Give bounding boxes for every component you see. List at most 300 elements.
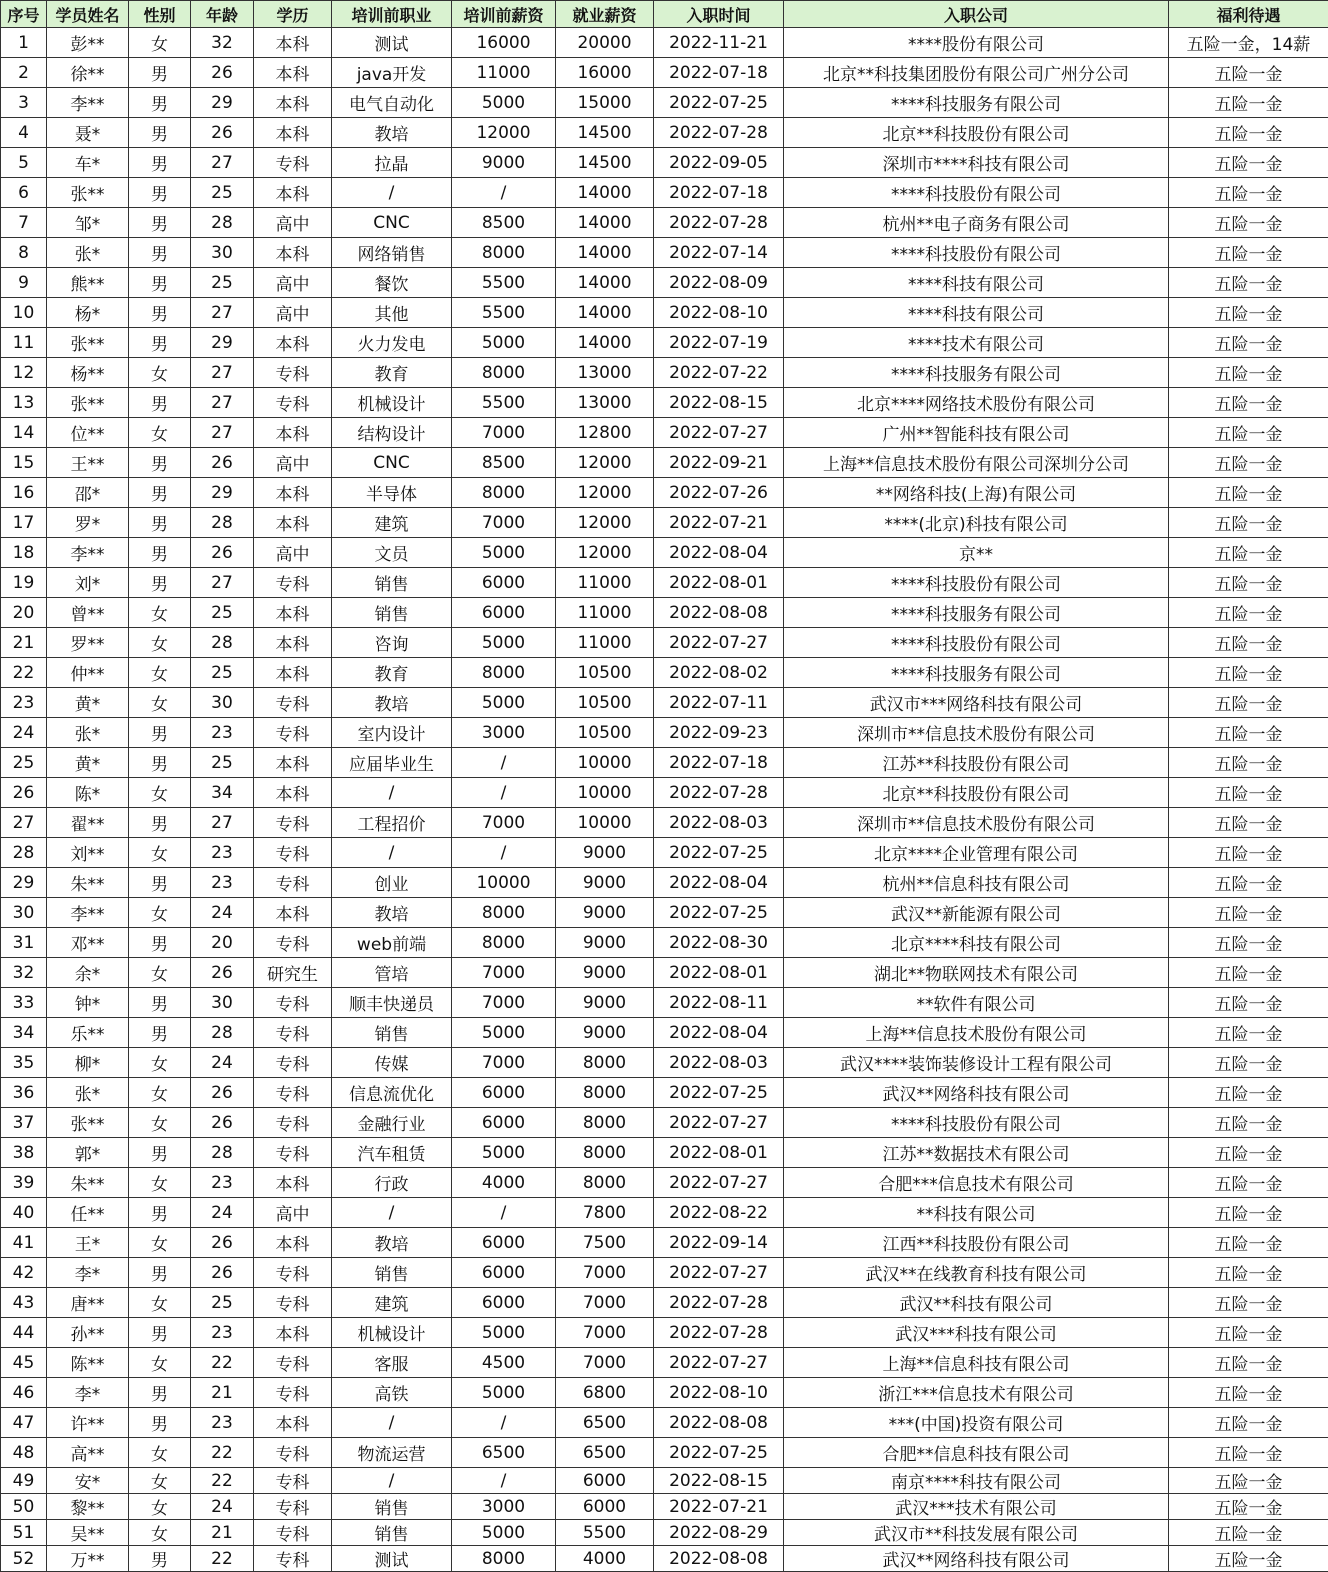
table-row (1, 538, 1328, 568)
cell-start-date: 2022-08-09 (654, 268, 784, 298)
cell-prev-job: / (332, 178, 452, 208)
cell-benefits: 五险一金 (1169, 538, 1328, 568)
cell-education: 专科 (254, 1438, 332, 1468)
cell-index: 49 (1, 1468, 47, 1494)
cell-prev-job: 室内设计 (332, 718, 452, 748)
cell-name: 任** (47, 1198, 129, 1228)
cell-new-salary: 10500 (556, 688, 654, 718)
cell-age: 28 (191, 508, 254, 538)
cell-prev-job: 管培 (332, 958, 452, 988)
col-header-index: 序号 (1, 1, 47, 28)
cell-education: 高中 (254, 538, 332, 568)
cell-index: 41 (1, 1228, 47, 1258)
table-row (1, 1228, 1328, 1258)
cell-new-salary: 8000 (556, 1168, 654, 1198)
cell-new-salary: 7000 (556, 1348, 654, 1378)
cell-benefits: 五险一金 (1169, 178, 1328, 208)
cell-company: 南京****科技有限公司 (784, 1468, 1169, 1494)
cell-start-date: 2022-07-22 (654, 358, 784, 388)
cell-name: 万** (47, 1546, 129, 1572)
cell-start-date: 2022-07-27 (654, 1348, 784, 1378)
cell-start-date: 2022-08-08 (654, 1408, 784, 1438)
cell-company: ****科技股份有限公司 (784, 628, 1169, 658)
cell-name: 陈** (47, 1348, 129, 1378)
cell-company: 上海**信息科技有限公司 (784, 1348, 1169, 1378)
table-row (1, 208, 1328, 238)
cell-education: 专科 (254, 838, 332, 868)
cell-gender: 女 (129, 1228, 191, 1258)
table-row (1, 148, 1328, 178)
cell-education: 专科 (254, 1258, 332, 1288)
cell-start-date: 2022-07-18 (654, 178, 784, 208)
cell-start-date: 2022-07-11 (654, 688, 784, 718)
cell-new-salary: 14000 (556, 208, 654, 238)
cell-company: ****技术有限公司 (784, 328, 1169, 358)
cell-gender: 女 (129, 358, 191, 388)
cell-benefits: 五险一金 (1169, 748, 1328, 778)
cell-education: 专科 (254, 1348, 332, 1378)
cell-benefits: 五险一金 (1169, 238, 1328, 268)
cell-prev-job: 建筑 (332, 1288, 452, 1318)
cell-gender: 男 (129, 388, 191, 418)
cell-gender: 女 (129, 838, 191, 868)
cell-start-date: 2022-08-29 (654, 1520, 784, 1546)
cell-age: 27 (191, 568, 254, 598)
cell-prev-job: 销售 (332, 1258, 452, 1288)
cell-new-salary: 12000 (556, 448, 654, 478)
cell-benefits: 五险一金 (1169, 718, 1328, 748)
cell-age: 26 (191, 538, 254, 568)
cell-age: 23 (191, 718, 254, 748)
cell-education: 本科 (254, 88, 332, 118)
cell-age: 21 (191, 1520, 254, 1546)
cell-index: 3 (1, 88, 47, 118)
cell-new-salary: 12000 (556, 508, 654, 538)
cell-benefits: 五险一金 (1169, 928, 1328, 958)
cell-prev-salary: 8000 (452, 1546, 556, 1572)
cell-company: ****科技有限公司 (784, 298, 1169, 328)
cell-start-date: 2022-07-27 (654, 628, 784, 658)
cell-education: 本科 (254, 628, 332, 658)
cell-start-date: 2022-09-14 (654, 1228, 784, 1258)
cell-prev-job: 教育 (332, 658, 452, 688)
cell-prev-salary: 5000 (452, 1138, 556, 1168)
cell-prev-job: CNC (332, 208, 452, 238)
cell-gender: 女 (129, 1288, 191, 1318)
cell-new-salary: 7000 (556, 1258, 654, 1288)
cell-start-date: 2022-08-08 (654, 598, 784, 628)
cell-benefits: 五险一金 (1169, 1494, 1328, 1520)
table-row (1, 1018, 1328, 1048)
table-body (1, 28, 1328, 1572)
cell-company: **软件有限公司 (784, 988, 1169, 1018)
cell-index: 43 (1, 1288, 47, 1318)
cell-prev-job: 应届毕业生 (332, 748, 452, 778)
table-row (1, 1438, 1328, 1468)
cell-start-date: 2022-08-04 (654, 1018, 784, 1048)
cell-company: 江苏**数据技术有限公司 (784, 1138, 1169, 1168)
cell-gender: 女 (129, 1048, 191, 1078)
cell-index: 50 (1, 1494, 47, 1520)
cell-prev-salary: 6000 (452, 1288, 556, 1318)
cell-prev-job: / (332, 778, 452, 808)
cell-start-date: 2022-07-19 (654, 328, 784, 358)
cell-index: 10 (1, 298, 47, 328)
cell-index: 19 (1, 568, 47, 598)
cell-benefits: 五险一金 (1169, 1468, 1328, 1494)
cell-name: 郭* (47, 1138, 129, 1168)
cell-start-date: 2022-07-21 (654, 508, 784, 538)
cell-index: 44 (1, 1318, 47, 1348)
table-row (1, 118, 1328, 148)
cell-benefits: 五险一金 (1169, 868, 1328, 898)
cell-prev-salary: 4500 (452, 1348, 556, 1378)
cell-education: 本科 (254, 898, 332, 928)
cell-gender: 女 (129, 1168, 191, 1198)
table-row (1, 1168, 1328, 1198)
cell-start-date: 2022-07-25 (654, 1078, 784, 1108)
cell-name: 张** (47, 388, 129, 418)
cell-start-date: 2022-07-27 (654, 1168, 784, 1198)
col-header-company: 入职公司 (784, 1, 1169, 28)
cell-benefits: 五险一金 (1169, 1078, 1328, 1108)
cell-prev-salary: 5000 (452, 1520, 556, 1546)
cell-age: 24 (191, 1198, 254, 1228)
cell-index: 47 (1, 1408, 47, 1438)
table-row (1, 58, 1328, 88)
table-row (1, 1378, 1328, 1408)
cell-education: 专科 (254, 1288, 332, 1318)
cell-new-salary: 9000 (556, 1018, 654, 1048)
cell-prev-salary: 7000 (452, 808, 556, 838)
cell-index: 7 (1, 208, 47, 238)
cell-index: 29 (1, 868, 47, 898)
cell-name: 张* (47, 718, 129, 748)
cell-benefits: 五险一金 (1169, 448, 1328, 478)
cell-company: ****科技股份有限公司 (784, 238, 1169, 268)
cell-name: 黎** (47, 1494, 129, 1520)
table-row (1, 808, 1328, 838)
cell-start-date: 2022-09-05 (654, 148, 784, 178)
cell-name: 邓** (47, 928, 129, 958)
cell-start-date: 2022-08-10 (654, 1378, 784, 1408)
cell-company: 北京****网络技术股份有限公司 (784, 388, 1169, 418)
cell-education: 专科 (254, 1520, 332, 1546)
cell-start-date: 2022-07-28 (654, 208, 784, 238)
cell-gender: 女 (129, 28, 191, 58)
cell-company: ****科技服务有限公司 (784, 88, 1169, 118)
cell-prev-salary: 7000 (452, 418, 556, 448)
cell-education: 本科 (254, 1168, 332, 1198)
cell-benefits: 五险一金 (1169, 478, 1328, 508)
cell-new-salary: 14500 (556, 148, 654, 178)
cell-gender: 男 (129, 448, 191, 478)
cell-benefits: 五险一金 (1169, 1138, 1328, 1168)
cell-education: 高中 (254, 268, 332, 298)
table-row (1, 628, 1328, 658)
cell-name: 车* (47, 148, 129, 178)
table-row (1, 928, 1328, 958)
cell-education: 本科 (254, 238, 332, 268)
cell-benefits: 五险一金 (1169, 1408, 1328, 1438)
cell-company: ****股份有限公司 (784, 28, 1169, 58)
cell-education: 专科 (254, 868, 332, 898)
cell-company: ****科技服务有限公司 (784, 598, 1169, 628)
cell-age: 29 (191, 478, 254, 508)
cell-education: 本科 (254, 58, 332, 88)
cell-benefits: 五险一金 (1169, 1520, 1328, 1546)
cell-new-salary: 12800 (556, 418, 654, 448)
cell-gender: 男 (129, 748, 191, 778)
cell-education: 专科 (254, 1468, 332, 1494)
table-row (1, 1258, 1328, 1288)
cell-benefits: 五险一金 (1169, 1258, 1328, 1288)
table-row (1, 1494, 1328, 1520)
cell-company: 北京**科技股份有限公司 (784, 118, 1169, 148)
cell-start-date: 2022-11-21 (654, 28, 784, 58)
col-header-gender: 性别 (129, 1, 191, 28)
col-header-benefits: 福利待遇 (1169, 1, 1328, 28)
cell-prev-job: 文员 (332, 538, 452, 568)
cell-education: 专科 (254, 1378, 332, 1408)
cell-education: 高中 (254, 208, 332, 238)
cell-education: 本科 (254, 118, 332, 148)
cell-age: 25 (191, 748, 254, 778)
cell-prev-salary: 5500 (452, 298, 556, 328)
cell-start-date: 2022-08-22 (654, 1198, 784, 1228)
cell-prev-job: 拉晶 (332, 148, 452, 178)
cell-education: 本科 (254, 1318, 332, 1348)
cell-education: 专科 (254, 148, 332, 178)
cell-start-date: 2022-08-01 (654, 958, 784, 988)
cell-gender: 男 (129, 808, 191, 838)
cell-index: 45 (1, 1348, 47, 1378)
cell-new-salary: 14000 (556, 238, 654, 268)
cell-education: 专科 (254, 688, 332, 718)
cell-company: 京** (784, 538, 1169, 568)
cell-new-salary: 7000 (556, 1288, 654, 1318)
cell-age: 20 (191, 928, 254, 958)
cell-index: 14 (1, 418, 47, 448)
cell-new-salary: 11000 (556, 598, 654, 628)
cell-prev-job: 教培 (332, 118, 452, 148)
cell-age: 26 (191, 1228, 254, 1258)
cell-education: 高中 (254, 448, 332, 478)
table-row (1, 688, 1328, 718)
cell-new-salary: 6000 (556, 1468, 654, 1494)
cell-benefits: 五险一金 (1169, 658, 1328, 688)
cell-index: 16 (1, 478, 47, 508)
cell-gender: 女 (129, 898, 191, 928)
cell-new-salary: 9000 (556, 988, 654, 1018)
cell-company: **科技有限公司 (784, 1198, 1169, 1228)
cell-age: 26 (191, 118, 254, 148)
cell-gender: 女 (129, 598, 191, 628)
cell-benefits: 五险一金 (1169, 208, 1328, 238)
cell-new-salary: 10500 (556, 718, 654, 748)
cell-gender: 女 (129, 958, 191, 988)
cell-age: 23 (191, 1318, 254, 1348)
cell-benefits: 五险一金 (1169, 808, 1328, 838)
cell-start-date: 2022-07-21 (654, 1494, 784, 1520)
cell-gender: 男 (129, 1378, 191, 1408)
cell-start-date: 2022-07-14 (654, 238, 784, 268)
cell-prev-job: 教培 (332, 898, 452, 928)
table-row (1, 1468, 1328, 1494)
cell-index: 4 (1, 118, 47, 148)
cell-age: 27 (191, 298, 254, 328)
cell-age: 26 (191, 958, 254, 988)
cell-index: 21 (1, 628, 47, 658)
cell-prev-salary: / (452, 1468, 556, 1494)
cell-prev-job: 半导体 (332, 478, 452, 508)
cell-index: 34 (1, 1018, 47, 1048)
cell-gender: 女 (129, 1348, 191, 1378)
cell-education: 专科 (254, 1494, 332, 1520)
cell-name: 李* (47, 1378, 129, 1408)
cell-benefits: 五险一金 (1169, 1348, 1328, 1378)
col-header-prev-job: 培训前职业 (332, 1, 452, 28)
cell-company: 广州**智能科技有限公司 (784, 418, 1169, 448)
cell-benefits: 五险一金 (1169, 1378, 1328, 1408)
cell-education: 本科 (254, 778, 332, 808)
cell-index: 37 (1, 1108, 47, 1138)
cell-benefits: 五险一金 (1169, 328, 1328, 358)
cell-gender: 男 (129, 1318, 191, 1348)
cell-education: 本科 (254, 598, 332, 628)
cell-company: ****科技服务有限公司 (784, 358, 1169, 388)
cell-company: ****科技有限公司 (784, 268, 1169, 298)
cell-start-date: 2022-08-01 (654, 1138, 784, 1168)
cell-new-salary: 14000 (556, 178, 654, 208)
cell-new-salary: 11000 (556, 568, 654, 598)
cell-company: 杭州**电子商务有限公司 (784, 208, 1169, 238)
cell-company: 北京**科技股份有限公司 (784, 778, 1169, 808)
cell-education: 专科 (254, 358, 332, 388)
table-row (1, 1288, 1328, 1318)
col-header-start-date: 入职时间 (654, 1, 784, 28)
cell-company: 浙江***信息技术有限公司 (784, 1378, 1169, 1408)
table-row (1, 238, 1328, 268)
cell-age: 23 (191, 1168, 254, 1198)
cell-prev-job: / (332, 1468, 452, 1494)
cell-benefits: 五险一金 (1169, 418, 1328, 448)
cell-prev-salary: 8000 (452, 898, 556, 928)
cell-start-date: 2022-07-27 (654, 418, 784, 448)
cell-start-date: 2022-08-04 (654, 538, 784, 568)
cell-new-salary: 10500 (556, 658, 654, 688)
cell-benefits: 五险一金 (1169, 1228, 1328, 1258)
cell-name: 邹* (47, 208, 129, 238)
cell-gender: 女 (129, 658, 191, 688)
cell-gender: 女 (129, 1494, 191, 1520)
col-header-name: 学员姓名 (47, 1, 129, 28)
cell-name: 李** (47, 898, 129, 928)
cell-new-salary: 9000 (556, 898, 654, 928)
table-row (1, 838, 1328, 868)
cell-index: 42 (1, 1258, 47, 1288)
cell-index: 52 (1, 1546, 47, 1572)
cell-company: **网络科技(上海)有限公司 (784, 478, 1169, 508)
cell-company: ****科技股份有限公司 (784, 568, 1169, 598)
cell-company: ****科技服务有限公司 (784, 658, 1169, 688)
cell-prev-salary: / (452, 838, 556, 868)
cell-company: 武汉**网络科技有限公司 (784, 1546, 1169, 1572)
cell-age: 30 (191, 238, 254, 268)
cell-new-salary: 7000 (556, 1318, 654, 1348)
cell-education: 本科 (254, 508, 332, 538)
cell-age: 27 (191, 418, 254, 448)
cell-index: 12 (1, 358, 47, 388)
cell-prev-salary: / (452, 1198, 556, 1228)
cell-start-date: 2022-07-18 (654, 748, 784, 778)
cell-company: 合肥***信息技术有限公司 (784, 1168, 1169, 1198)
cell-prev-job: 教育 (332, 358, 452, 388)
table-row (1, 358, 1328, 388)
cell-prev-job: 创业 (332, 868, 452, 898)
cell-gender: 女 (129, 688, 191, 718)
cell-benefits: 五险一金 (1169, 598, 1328, 628)
cell-name: 杨* (47, 298, 129, 328)
table-row (1, 568, 1328, 598)
cell-prev-job: 教培 (332, 688, 452, 718)
cell-new-salary: 14000 (556, 298, 654, 328)
cell-new-salary: 4000 (556, 1546, 654, 1572)
cell-start-date: 2022-07-25 (654, 898, 784, 928)
cell-gender: 女 (129, 628, 191, 658)
cell-company: 武汉**在线教育科技有限公司 (784, 1258, 1169, 1288)
table-row (1, 1138, 1328, 1168)
cell-company: 湖北**物联网技术有限公司 (784, 958, 1169, 988)
cell-prev-salary: 3000 (452, 1494, 556, 1520)
cell-benefits: 五险一金 (1169, 988, 1328, 1018)
cell-index: 2 (1, 58, 47, 88)
table-row (1, 988, 1328, 1018)
cell-prev-salary: 5500 (452, 268, 556, 298)
cell-prev-job: 高铁 (332, 1378, 452, 1408)
cell-age: 30 (191, 988, 254, 1018)
table-row (1, 718, 1328, 748)
cell-prev-job: / (332, 1408, 452, 1438)
cell-benefits: 五险一金 (1169, 628, 1328, 658)
cell-company: ***(中国)投资有限公司 (784, 1408, 1169, 1438)
cell-new-salary: 8000 (556, 1078, 654, 1108)
cell-age: 24 (191, 1048, 254, 1078)
cell-gender: 女 (129, 1108, 191, 1138)
cell-name: 唐** (47, 1288, 129, 1318)
cell-name: 刘* (47, 568, 129, 598)
cell-age: 22 (191, 1546, 254, 1572)
table-row (1, 298, 1328, 328)
cell-start-date: 2022-07-28 (654, 778, 784, 808)
cell-prev-salary: 7000 (452, 1048, 556, 1078)
cell-new-salary: 13000 (556, 388, 654, 418)
cell-prev-job: 测试 (332, 28, 452, 58)
cell-gender: 男 (129, 298, 191, 328)
table-row (1, 1520, 1328, 1546)
cell-index: 11 (1, 328, 47, 358)
cell-benefits: 五险一金 (1169, 1108, 1328, 1138)
cell-prev-job: 结构设计 (332, 418, 452, 448)
cell-start-date: 2022-07-25 (654, 88, 784, 118)
col-header-education: 学历 (254, 1, 332, 28)
cell-prev-salary: 6000 (452, 1078, 556, 1108)
cell-prev-job: / (332, 838, 452, 868)
cell-new-salary: 15000 (556, 88, 654, 118)
cell-benefits: 五险一金 (1169, 1198, 1328, 1228)
cell-prev-job: 餐饮 (332, 268, 452, 298)
cell-index: 26 (1, 778, 47, 808)
